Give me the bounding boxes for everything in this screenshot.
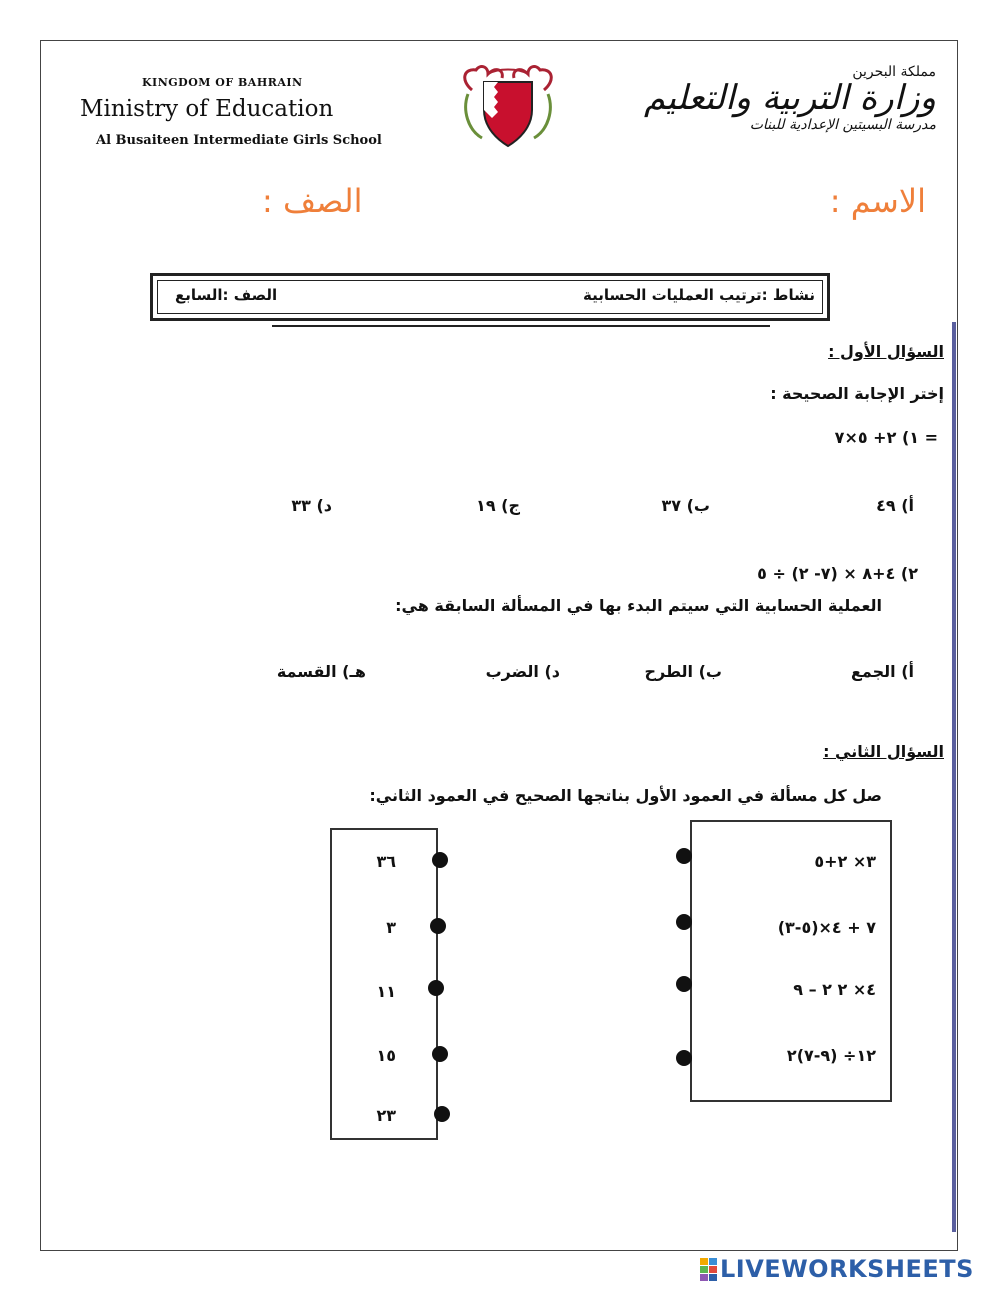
p1-option-a[interactable]: أ) ٤٩ <box>876 496 914 515</box>
activity-box <box>150 273 830 321</box>
q1-instruction: إختر الإجابة الصحيحة : <box>770 384 944 403</box>
activity-class: الصف :السابع <box>175 286 278 304</box>
problem-1-number: ١) <box>901 428 920 447</box>
problem-2-question: العملية الحسابية التي سيتم البدء بها في المسألة السابقة هي: <box>395 596 882 615</box>
answer-4-dot[interactable] <box>432 1046 448 1062</box>
p1-option-c[interactable]: ج) ١٩ <box>476 496 520 515</box>
en-ministry: Ministry of Education <box>80 96 334 122</box>
q1-heading: السؤال الأول : <box>828 342 944 361</box>
expr-3: ٤× ٢ ٢ – ٩ <box>793 980 876 999</box>
q2-heading: السؤال الثاني : <box>823 742 944 761</box>
problem-2 <box>757 564 918 583</box>
answer-3-dot[interactable] <box>428 980 444 996</box>
liveworksheets-brand: LIVEWORKSHEETS <box>720 1255 974 1283</box>
p1-option-d[interactable]: د) ٣٣ <box>291 496 332 515</box>
en-kingdom: KINGDOM OF BAHRAIN <box>142 76 303 89</box>
activity-title: نشاط :ترتيب العمليات الحسابية <box>583 286 815 304</box>
class-label: الصف : <box>262 182 363 220</box>
problem-2-number: ٢) <box>900 564 918 583</box>
p2-option-e[interactable]: هـ) القسمة <box>276 662 366 681</box>
divider <box>272 325 770 327</box>
margin-bar <box>952 322 956 1232</box>
expr-4: ١٢÷ (٩-٧)٢ <box>786 1046 876 1065</box>
answer-5: ٢٣ <box>376 1106 396 1125</box>
answer-1: ٣٦ <box>376 852 396 871</box>
problem-1 <box>835 428 938 447</box>
column-one-box <box>690 820 892 1102</box>
ar-school: مدرسة البسيتين الإعدادية للبنات <box>749 117 936 134</box>
en-school: Al Busaiteen Intermediate Girls School <box>96 133 382 148</box>
problem-1-expr: ٢+ ٥×٧ = <box>834 428 938 447</box>
answer-2: ٣ <box>386 918 396 937</box>
liveworksheets-logo-icon <box>700 1258 718 1282</box>
answer-1-dot[interactable] <box>432 852 448 868</box>
q2-instruction: صل كل مسألة في العمود الأول بناتجها الصحيح في العمود الثاني: <box>369 786 882 805</box>
expr-3-dot[interactable] <box>676 976 692 992</box>
expr-1: ٣× ٢+٥ <box>814 852 876 871</box>
p2-option-d[interactable]: د) الضرب <box>485 662 560 681</box>
bahrain-crest-icon <box>458 60 558 150</box>
expr-1-dot[interactable] <box>676 848 692 864</box>
answer-5-dot[interactable] <box>434 1106 450 1122</box>
answer-2-dot[interactable] <box>430 918 446 934</box>
expr-2-dot[interactable] <box>676 914 692 930</box>
problem-2-expr: ٤+٨ × (٧- ٢) ÷ ٥ <box>757 564 896 583</box>
ar-ministry: وزارة التربية والتعليم <box>644 78 936 118</box>
p1-option-b[interactable]: ب) ٣٧ <box>661 496 710 515</box>
column-two-box <box>330 828 438 1140</box>
name-label: الاسم : <box>829 182 926 220</box>
p2-option-b[interactable]: ب) الطرح <box>644 662 722 681</box>
arabic-header <box>644 64 936 133</box>
expr-2: ٧ + ٤×(٥-٣) <box>777 918 876 937</box>
answer-4: ١٥ <box>376 1046 396 1065</box>
answer-3: ١١ <box>376 982 396 1001</box>
p2-option-a[interactable]: أ) الجمع <box>850 662 914 681</box>
expr-4-dot[interactable] <box>676 1050 692 1066</box>
ar-kingdom: مملكة البحرين <box>852 64 936 80</box>
